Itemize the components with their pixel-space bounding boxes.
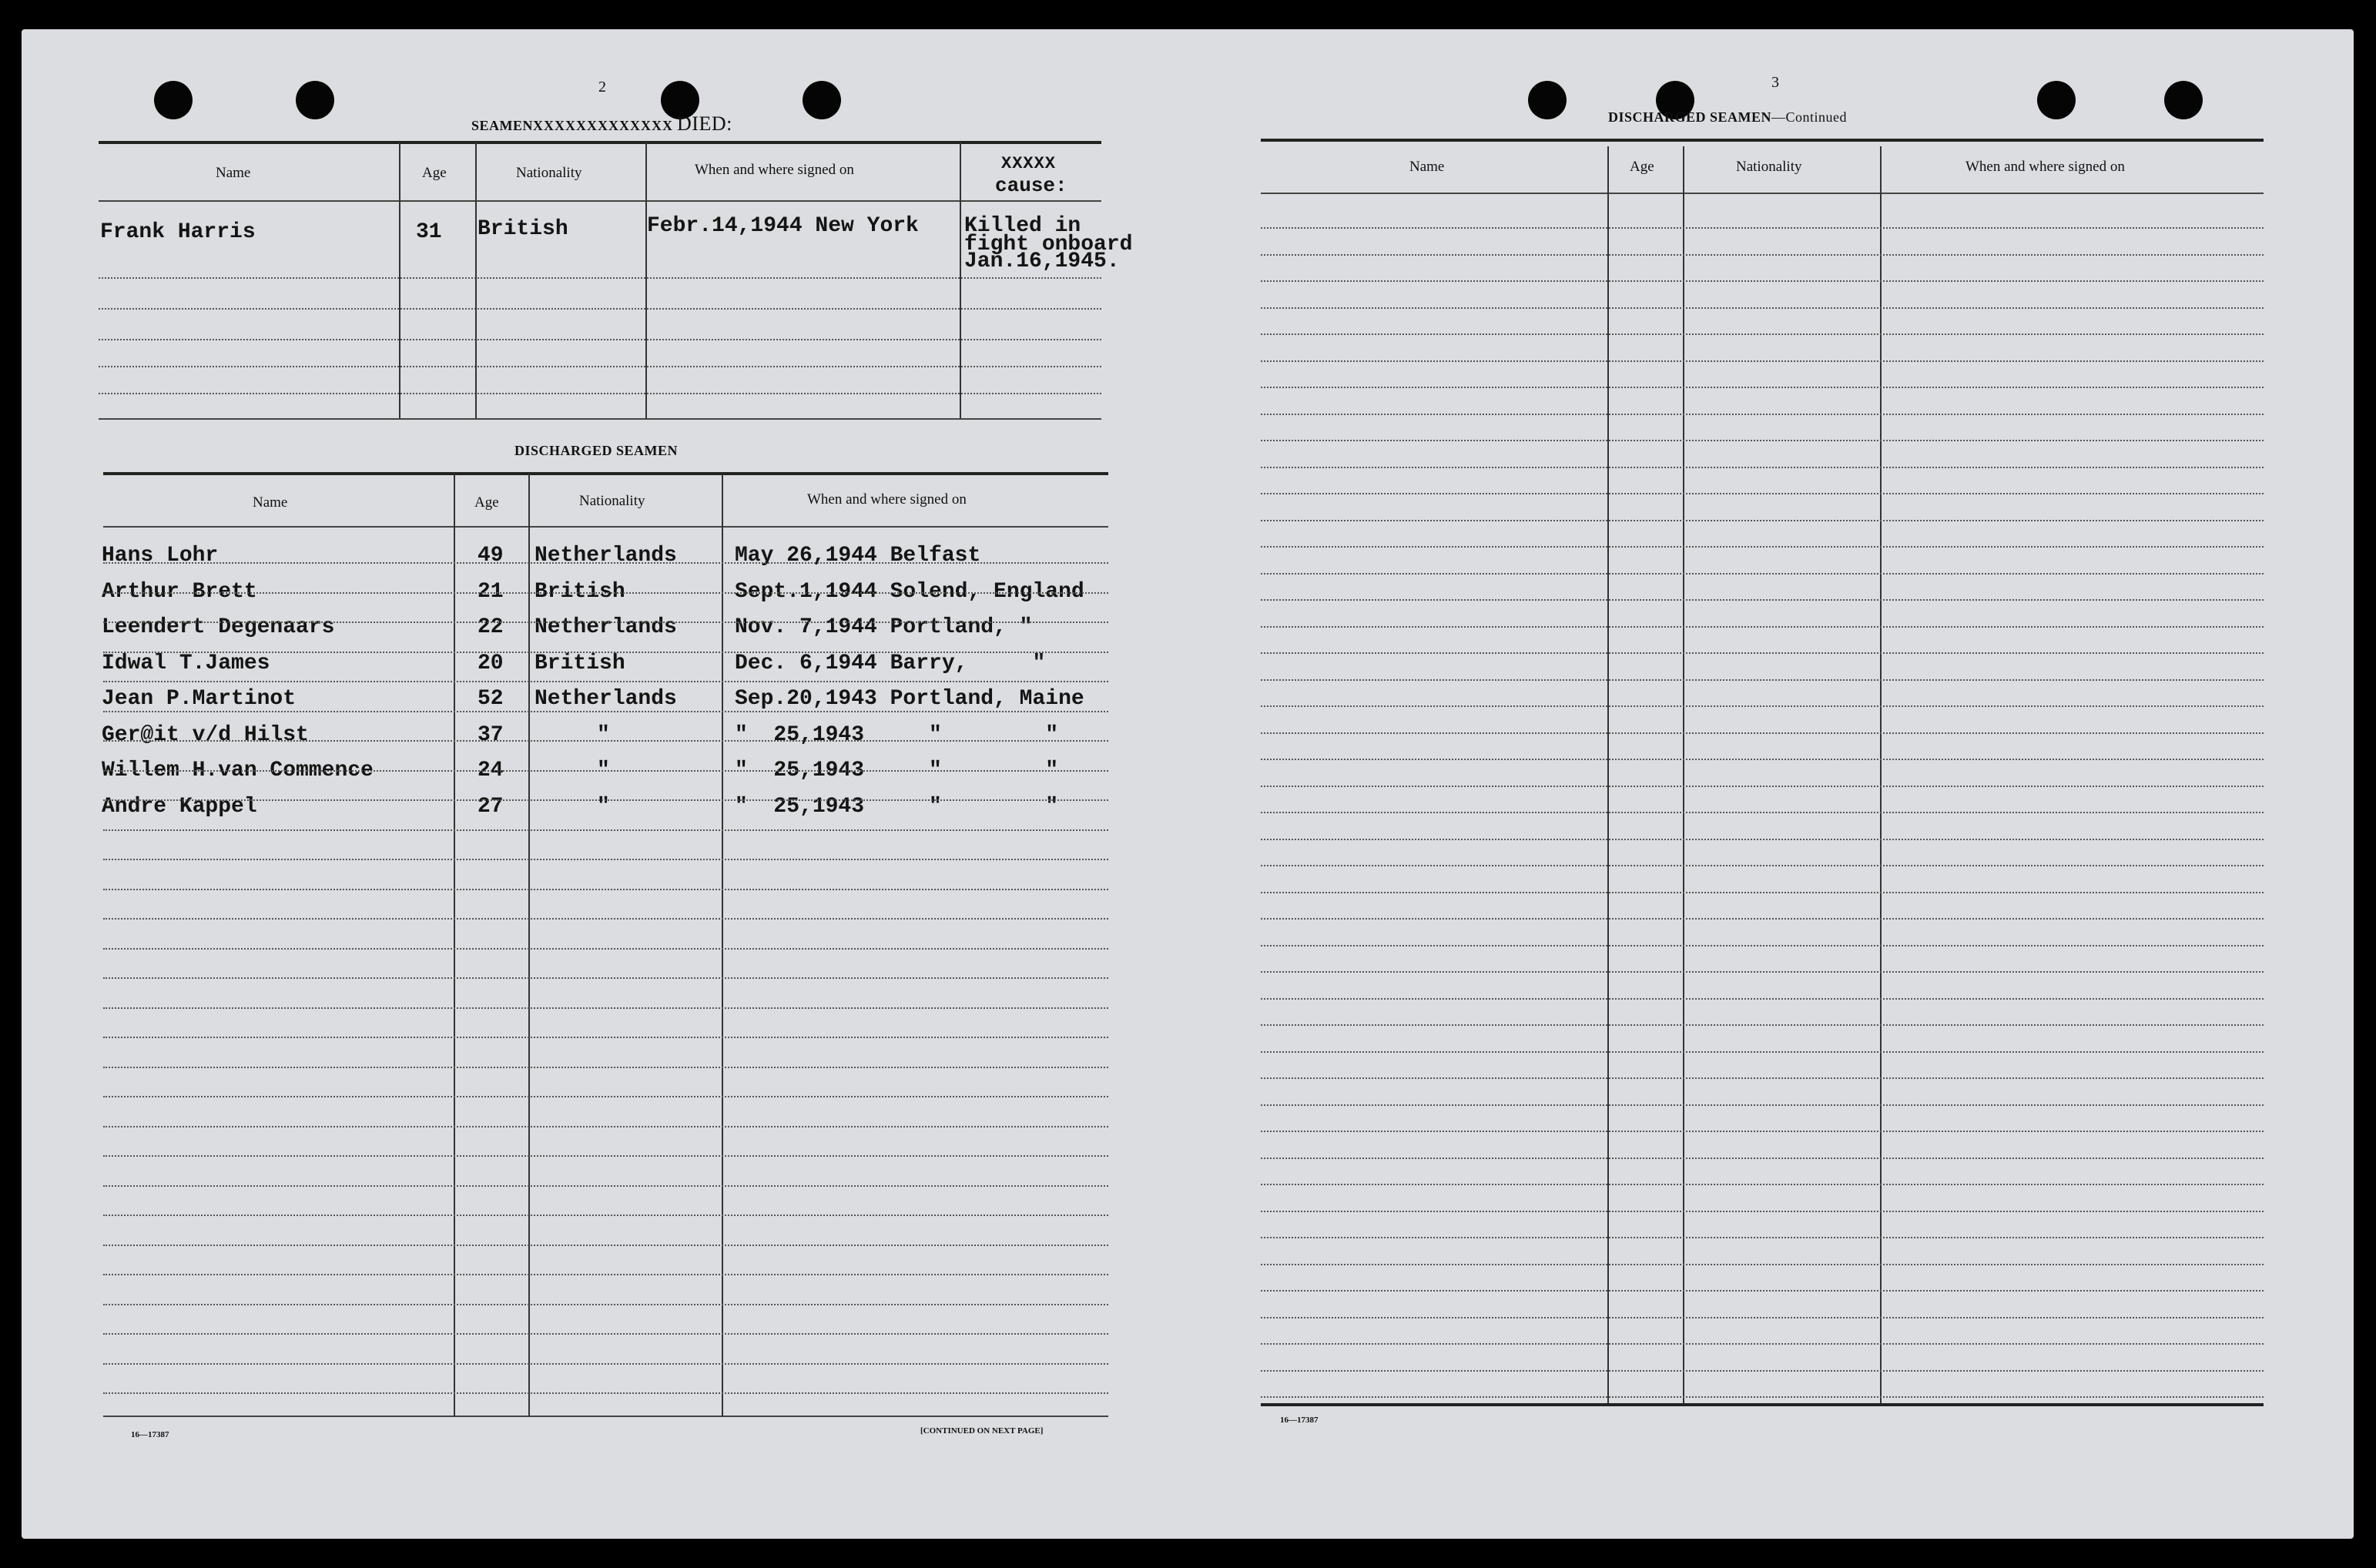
died-table-row-rule [99,308,1101,310]
discharged-row-age: 22 [478,615,504,639]
row-rule [103,859,1108,860]
row-rule [103,829,1108,831]
died-table-header-rule [99,200,1101,202]
row-rule [1261,360,2264,362]
row-rule [1261,971,2264,973]
discharged-row-name: Jean P.Martinot [102,687,297,711]
right-col-age: Age [1630,159,1654,175]
row-rule [1261,839,2264,840]
heading-prefix: SEAMEN [471,118,534,133]
discharged-row-name: Idwal T.James [102,651,270,675]
row-rule [1261,705,2264,707]
row-rule [1261,679,2264,681]
discharged-row-nationality: " [597,722,610,747]
died-col-cause: cause: [995,174,1067,197]
discharged-row-name: Ger@it v/d Hilst [102,722,309,747]
discharged-row-age: 27 [478,794,504,819]
right-footer-form-number: 16—17387 [1280,1416,1319,1425]
row-rule [1261,1131,2264,1132]
discharged-row-signed-on: Dec. 6,1944 Barry, " [735,651,1046,675]
discharged-row-age: 24 [478,759,504,782]
row-rule [1261,998,2264,1000]
discharged-row-name: Andre Kappel [102,794,257,819]
row-rule [1261,626,2264,628]
row-rule [1261,1077,2264,1079]
row-rule [103,948,1108,950]
row-rule [1261,493,2264,494]
right-col-name: Name [1409,159,1445,175]
row-rule [103,889,1108,890]
discharged-row-age: 49 [478,544,504,568]
discharged-row-age: 20 [478,651,504,675]
punch-hole [154,81,193,119]
right-heading-bold: DISCHARGED SEAMEN [1608,109,1772,125]
discharged-section-heading: DISCHARGED SEAMEN [514,443,679,458]
row-rule [1261,254,2264,256]
died-row-cause-line: Killed in [964,214,1081,238]
died-row-cause-line: Jan.16,1945. [964,250,1120,273]
discharged-table-col-divider [454,474,455,1417]
discharged-table-bottom-rule [103,1416,1108,1417]
row-rule [1261,1158,2264,1159]
discharged-row-signed-on: " 25,1943 " " [735,759,1059,782]
right-col-nationality: Nationality [1736,159,1802,175]
died-row-cause-line: fight onboard [964,233,1133,256]
died-col-name: Name [216,165,251,181]
row-rule [103,592,1108,594]
punch-hole [2037,81,2076,119]
right-col-signed-on: When and where signed on [1965,159,2125,175]
heading-suffix: DIED: [677,112,732,135]
died-table-col-divider [645,142,647,418]
row-rule [1261,865,2264,866]
row-rule [1261,1290,2264,1292]
discharged-table-top-rule [103,472,1108,475]
row-rule [1261,918,2264,920]
died-col-struck-label: XXXXX [1001,154,1057,173]
row-rule [103,1363,1108,1365]
died-row-signed-on: Febr.14,1944 New York [647,214,919,238]
right-page-heading [1608,109,1847,126]
heading-struck-text: XXXXXXXXXXXXX [533,118,674,133]
row-rule [1261,759,2264,760]
discharged-row-age: 52 [478,687,504,711]
row-rule [1261,786,2264,787]
row-rule [103,652,1108,653]
row-rule [1261,414,2264,415]
row-rule [1261,227,2264,229]
row-rule [1261,280,2264,282]
row-rule [103,740,1108,742]
died-table-col-divider [960,142,961,418]
discharged-row-age: 21 [478,579,504,604]
row-rule [1261,333,2264,335]
discharged-row-nationality: British [535,651,625,675]
died-row-age: 31 [416,220,442,244]
row-rule [1261,1024,2264,1026]
discharged-row-signed-on: Sept.1,1944 Solend, England [735,579,1084,604]
discharged-row-signed-on: " 25,1943 " " [735,794,1059,819]
discharged-row-nationality: " [597,759,610,782]
row-rule [1261,1104,2264,1106]
document-sheet [22,29,2354,1539]
punch-hole [2164,81,2203,119]
discharged-row-signed-on: Nov. 7,1944 Portland, " [735,615,1033,639]
right-table-bottom-rule [1261,1403,2264,1406]
right-page-number: 3 [1771,74,1779,91]
discharged-row-name: Arthur Brett [102,579,257,604]
discharged-row-nationality: British [535,579,625,604]
died-table-col-divider [475,142,477,418]
row-rule [103,1155,1108,1157]
died-table-row-rule [99,393,1101,394]
row-rule [1261,467,2264,468]
continued-note: [CONTINUED ON NEXT PAGE] [920,1426,1044,1436]
row-rule [103,1392,1108,1394]
row-rule [103,1007,1108,1009]
died-table-row-rule [99,277,1101,279]
row-rule [1261,599,2264,601]
row-rule [1261,1370,2264,1372]
discharged-row-name: Hans Lohr [102,544,219,568]
discharged-row-signed-on: " 25,1943 " " [735,722,1059,747]
discharged-row-nationality: Netherlands [535,687,677,711]
discharged-table-col-divider [722,474,723,1417]
right-heading-rest: —Continued [1771,109,1848,125]
discharged-row-name: Leendert Degenaars [102,615,335,639]
row-rule [103,711,1108,712]
row-rule [1261,573,2264,575]
row-rule [1261,387,2264,388]
died-section-heading [471,112,732,136]
row-rule [103,1333,1108,1335]
row-rule [103,1096,1108,1097]
died-col-signed-on: When and where signed on [695,162,854,178]
left-footer-form-number: 16—17387 [131,1430,169,1439]
discharged-row-nationality: Netherlands [535,544,677,568]
right-table-header-rule [1261,193,2264,194]
row-rule [103,1126,1108,1127]
row-rule [103,1274,1108,1275]
row-rule [103,799,1108,801]
row-rule [1261,520,2264,521]
row-rule [1261,732,2264,734]
row-rule [1261,546,2264,548]
discharged-col-name: Name [253,494,288,511]
discharged-col-age: Age [474,494,499,511]
row-rule [103,977,1108,979]
discharged-row-name: Willem H.van Commence [102,759,374,782]
row-rule [1261,1317,2264,1318]
row-rule [103,770,1108,772]
discharged-col-signed-on: When and where signed on [807,491,967,508]
discharged-col-nationality: Nationality [579,493,645,509]
punch-hole [1528,81,1567,119]
row-rule [1261,1264,2264,1265]
died-table-row-rule [99,339,1101,340]
died-table-row-rule [99,366,1101,367]
left-page-number: 2 [598,79,606,95]
row-rule [103,1037,1108,1038]
row-rule [103,1245,1108,1246]
punch-hole [296,81,334,119]
died-row-nationality: British [478,217,568,241]
row-rule [103,1215,1108,1216]
discharged-table-col-divider [528,474,530,1417]
discharged-table-header-rule [103,526,1108,528]
row-rule [1261,1237,2264,1238]
row-rule [1261,1184,2264,1185]
died-table-top-rule [99,141,1101,144]
discharged-row-age: 37 [478,722,504,747]
row-rule [1261,812,2264,813]
row-rule [103,1304,1108,1305]
died-col-age: Age [422,165,447,181]
discharged-row-nationality: Netherlands [535,615,677,639]
row-rule [103,1067,1108,1068]
died-col-nationality: Nationality [516,165,582,181]
died-table-bottom-rule [99,418,1101,420]
discharged-row-signed-on: May 26,1944 Belfast [735,544,981,568]
died-table-col-divider [399,142,400,418]
punch-hole [803,81,841,119]
row-rule [103,681,1108,682]
row-rule [1261,1211,2264,1212]
row-rule [1261,307,2264,309]
right-table-top-rule [1261,139,2264,142]
row-rule [103,622,1108,623]
died-row-name: Frank Harris [100,220,256,244]
row-rule [103,1185,1108,1187]
row-rule [1261,1396,2264,1398]
row-rule [1261,892,2264,893]
row-rule [103,918,1108,920]
discharged-row-signed-on: Sep.20,1943 Portland, Maine [735,687,1084,711]
row-rule [1261,652,2264,654]
discharged-row-nationality: " [597,794,610,819]
row-rule [1261,945,2264,946]
row-rule [1261,440,2264,441]
row-rule [1261,1051,2264,1053]
row-rule [1261,1343,2264,1345]
row-rule [103,562,1108,564]
